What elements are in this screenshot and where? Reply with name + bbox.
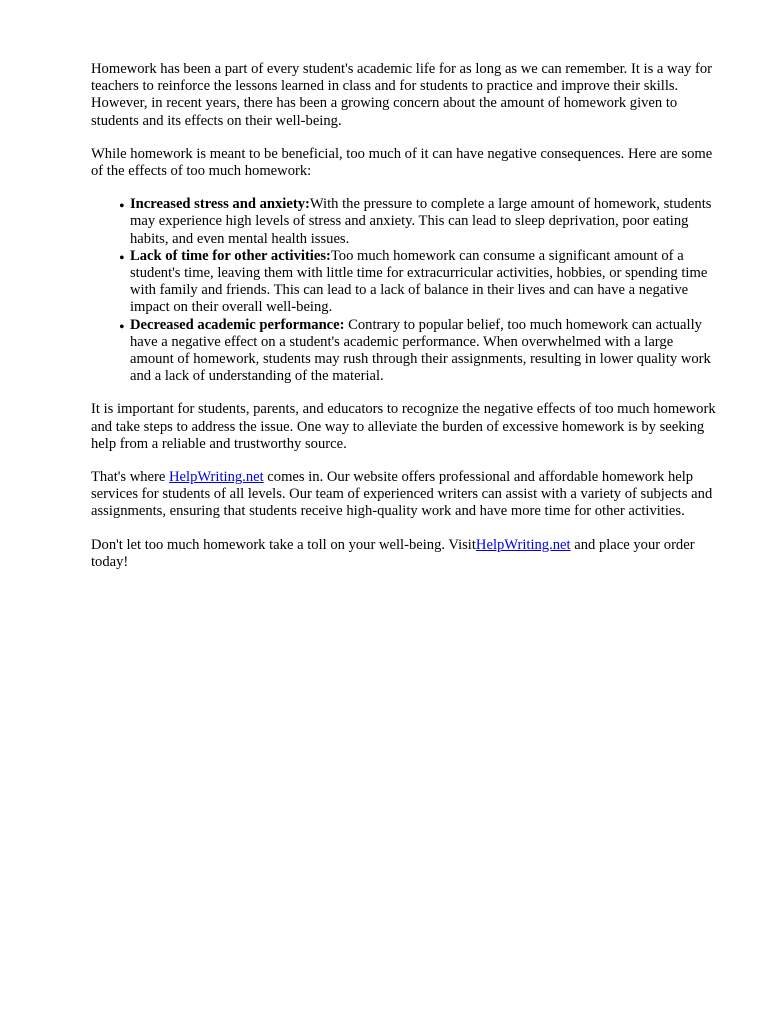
closing-text-before: Don't let too much homework take a toll on your well-being. Visit (91, 536, 476, 553)
bullet-icon: • (119, 318, 125, 336)
intro-paragraph: Homework has been a part of every student's academic life for as long as we can remember. It is a way for teachers to reinforce the lessons learned in class and for students to practice and improve their skills. However, in recent years, there has been a growing concern about the amount of homework given to students and its effects on their well-being. (91, 61, 713, 129)
effects-intro-paragraph: While homework is meant to be beneficial, too much of it can have negative consequences. Here are some of the effects of too much homework: (91, 145, 713, 180)
effect-term: Lack of time for other activities: (130, 247, 331, 264)
service-text-before: That's where (91, 469, 169, 486)
service-paragraph (91, 469, 717, 521)
effect-description: Too much homework can consume a significant amount of a student's time, leaving them with little time for extracurricular activities, hobbies, or spending time with family and friends. This can lead to a lack of balance in their lives and can have a negative impact on their overall well-being. (130, 247, 708, 316)
effects-list (91, 196, 717, 385)
helpwriting-link-closing[interactable]: HelpWriting.net (475, 536, 571, 553)
helpwriting-link[interactable]: HelpWriting.net (169, 469, 264, 486)
list-item (119, 196, 717, 248)
document-body (91, 61, 717, 587)
closing-paragraph (91, 537, 717, 571)
bullet-icon: • (119, 198, 125, 216)
bullet-icon: • (119, 249, 125, 267)
importance-paragraph: It is important for students, parents, and educators to recognize the negative effects of too much homework and take steps to address the issue. One way to alleviate the burden of excessive homework is by seeking help from a reliable and trustworthy source. (91, 401, 716, 452)
list-item (119, 247, 717, 317)
closing-text-after: and place your order today! (91, 536, 695, 570)
effect-term: Decreased academic performance: (130, 316, 345, 333)
effect-term: Increased stress and anxiety: (130, 196, 310, 213)
effect-description: Contrary to popular belief, too much homework can actually have a negative effect on a student's academic performance. When overwhelmed with a large amount of homework, students may rush through their assignments, resulting in lower quality work and a lack of understanding of the material. (130, 316, 711, 385)
effect-description: With the pressure to complete a large amount of homework, students may experience high levels of stress and anxiety. This can lead to sleep deprivation, poor eating habits, and even mental health issues. (130, 196, 712, 247)
list-item (119, 316, 717, 386)
service-text-after: comes in. Our website offers professional and affordable homework help services for students of all levels. Our team of experienced writers can assist with a variety of subjects and assignments, ensuring that students receive high-quality work and have more time for other activities. (91, 469, 713, 520)
